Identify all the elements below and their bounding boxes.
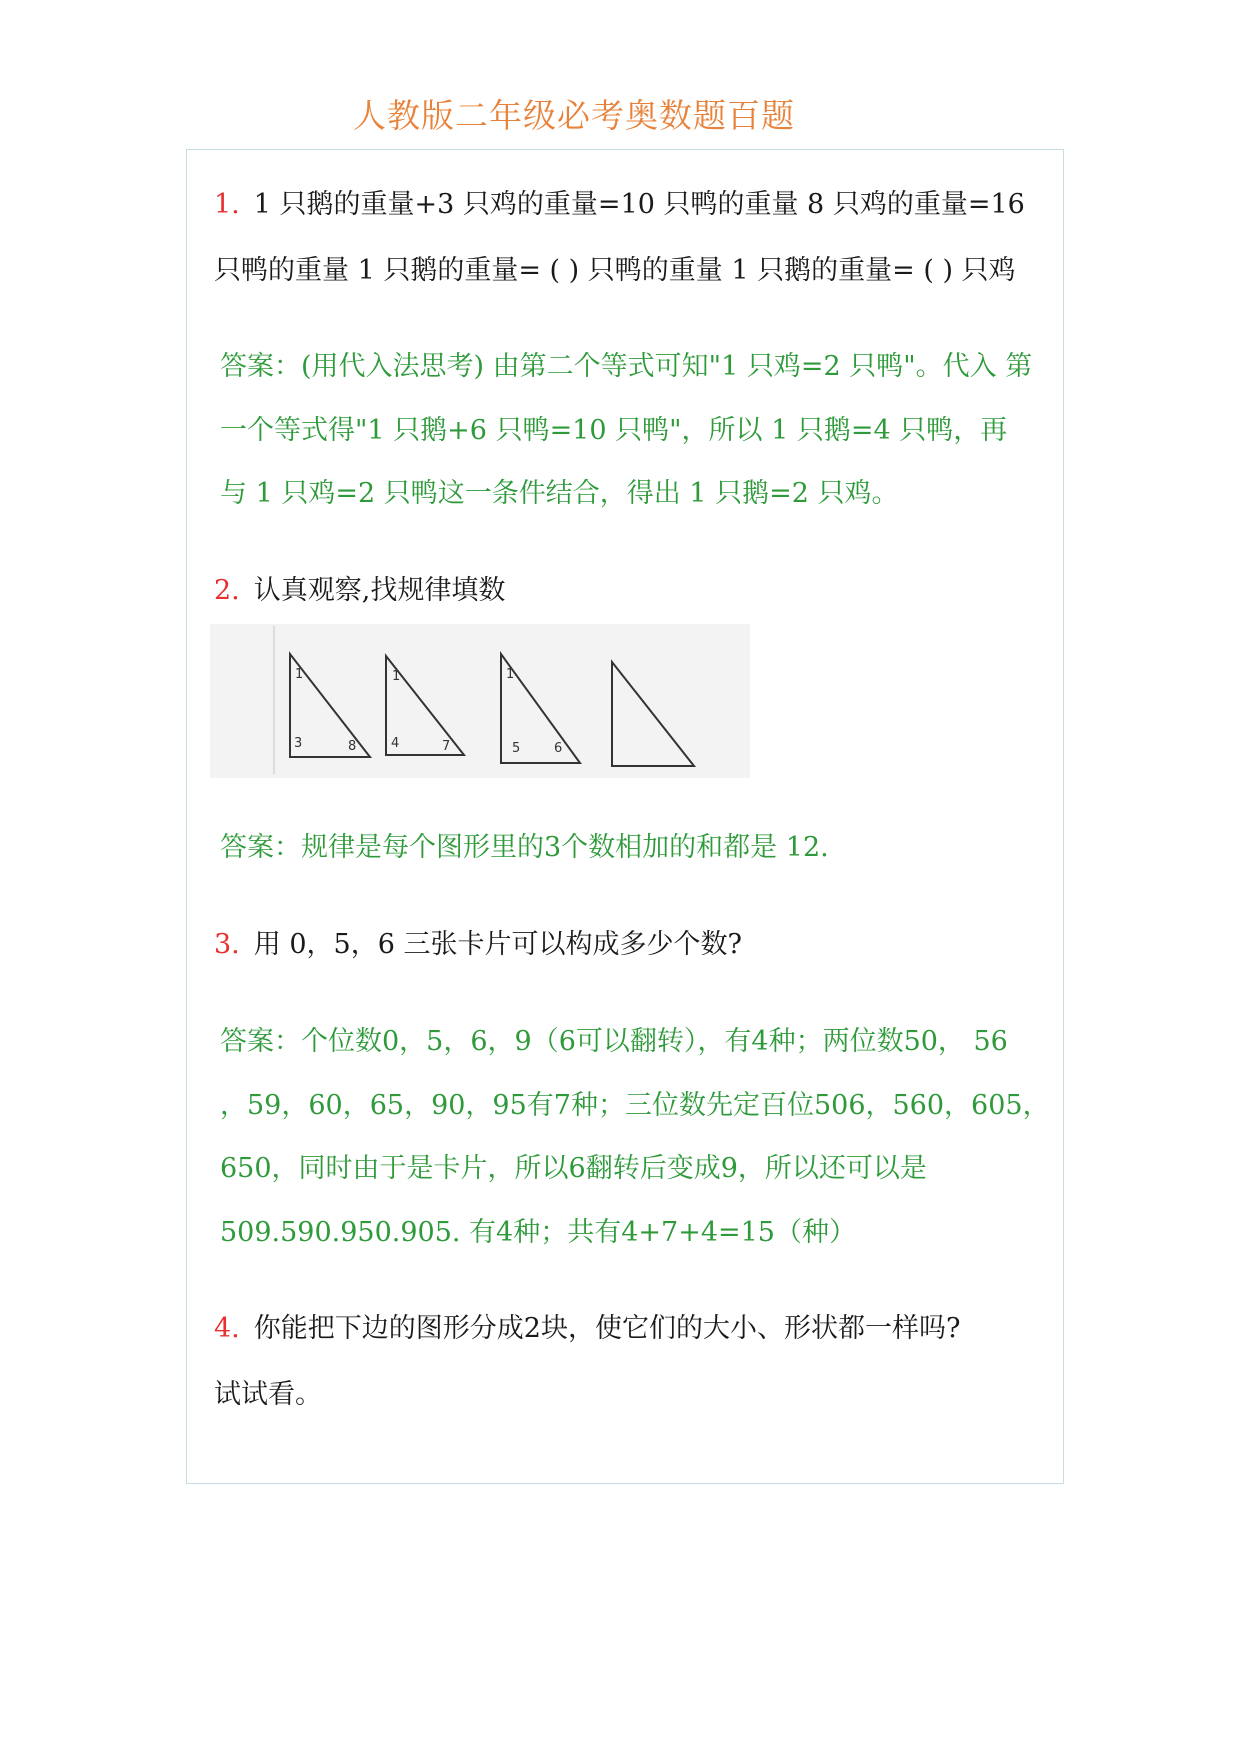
question-3 xyxy=(214,928,742,962)
triangle-3-left-number: 5 xyxy=(512,741,521,756)
triangle-2-right-number: 7 xyxy=(442,739,451,754)
question-1-line-2: 只鸭的重量 1 只鹅的重量= ( ) 只鸭的重量 1 只鹅的重量= ( ) 只鸡 xyxy=(214,255,1016,286)
question-4-number: 4. xyxy=(214,1313,240,1344)
question-3-text: 用 0，5，6 三张卡片可以构成多少个数? xyxy=(253,929,742,960)
triangle-4 xyxy=(612,662,694,766)
triangle-1 xyxy=(290,654,370,757)
question-4-line-1 xyxy=(214,1312,960,1346)
question-4-line-2: 试试看。 xyxy=(214,1379,322,1410)
question-3-number: 3. xyxy=(214,929,240,960)
triangle-3 xyxy=(501,654,580,763)
triangle-pattern-figure xyxy=(210,624,750,778)
triangle-2 xyxy=(386,656,464,755)
answer-1-line-1: 答案：(用代入法思考) 由第二个等式可知"1 只鸡=2 只鸭"。代入 第 xyxy=(220,351,1033,382)
answer-3-line-1: 答案：个位数0，5，6，9（6可以翻转），有4种；两位数50， 56 xyxy=(220,1026,1008,1057)
answer-1-line-2: 一个等式得"1 只鹅+6 只鸭=10 只鸭"，所以 1 只鹅=4 只鸭，再 xyxy=(220,415,1008,446)
answer-2: 答案：规律是每个图形里的3个数相加的和都是 12. xyxy=(220,832,829,863)
triangle-1-top-number: 1 xyxy=(295,667,304,682)
triangle-1-left-number: 3 xyxy=(294,736,303,751)
question-1-number: 1. xyxy=(214,189,240,220)
answer-3-line-3: 650，同时由于是卡片，所以6翻转后变成9，所以还可以是 xyxy=(220,1153,927,1184)
page-title: 人教版二年级必考奥数题百题 xyxy=(353,96,795,135)
question-1-text-1: 1 只鹅的重量+3 只鸡的重量=10 只鸭的重量 8 只鸡的重量=16 xyxy=(253,189,1025,220)
question-2-text: 认真观察,找规律填数 xyxy=(253,575,506,606)
question-1-line-1 xyxy=(214,188,1025,222)
triangle-3-right-number: 6 xyxy=(554,741,563,756)
triangle-2-left-number: 4 xyxy=(391,736,400,751)
question-2-number: 2. xyxy=(214,575,240,606)
triangle-1-right-number: 8 xyxy=(348,739,357,754)
answer-1-line-3: 与 1 只鸡=2 只鸭这一条件结合，得出 1 只鹅=2 只鸡。 xyxy=(220,478,899,509)
answer-3-line-4: 509.590.950.905. 有4种；共有4+7+4=15（种） xyxy=(220,1217,856,1248)
answer-3-line-2: ，59，60，65，90，95有7种；三位数先定百位506，560，605， xyxy=(220,1090,1050,1121)
triangle-3-top-number: 1 xyxy=(506,667,515,682)
question-4-text-1: 你能把下边的图形分成2块，使它们的大小、形状都一样吗? xyxy=(253,1313,961,1344)
question-2 xyxy=(214,574,505,608)
triangle-2-top-number: 1 xyxy=(392,669,401,684)
